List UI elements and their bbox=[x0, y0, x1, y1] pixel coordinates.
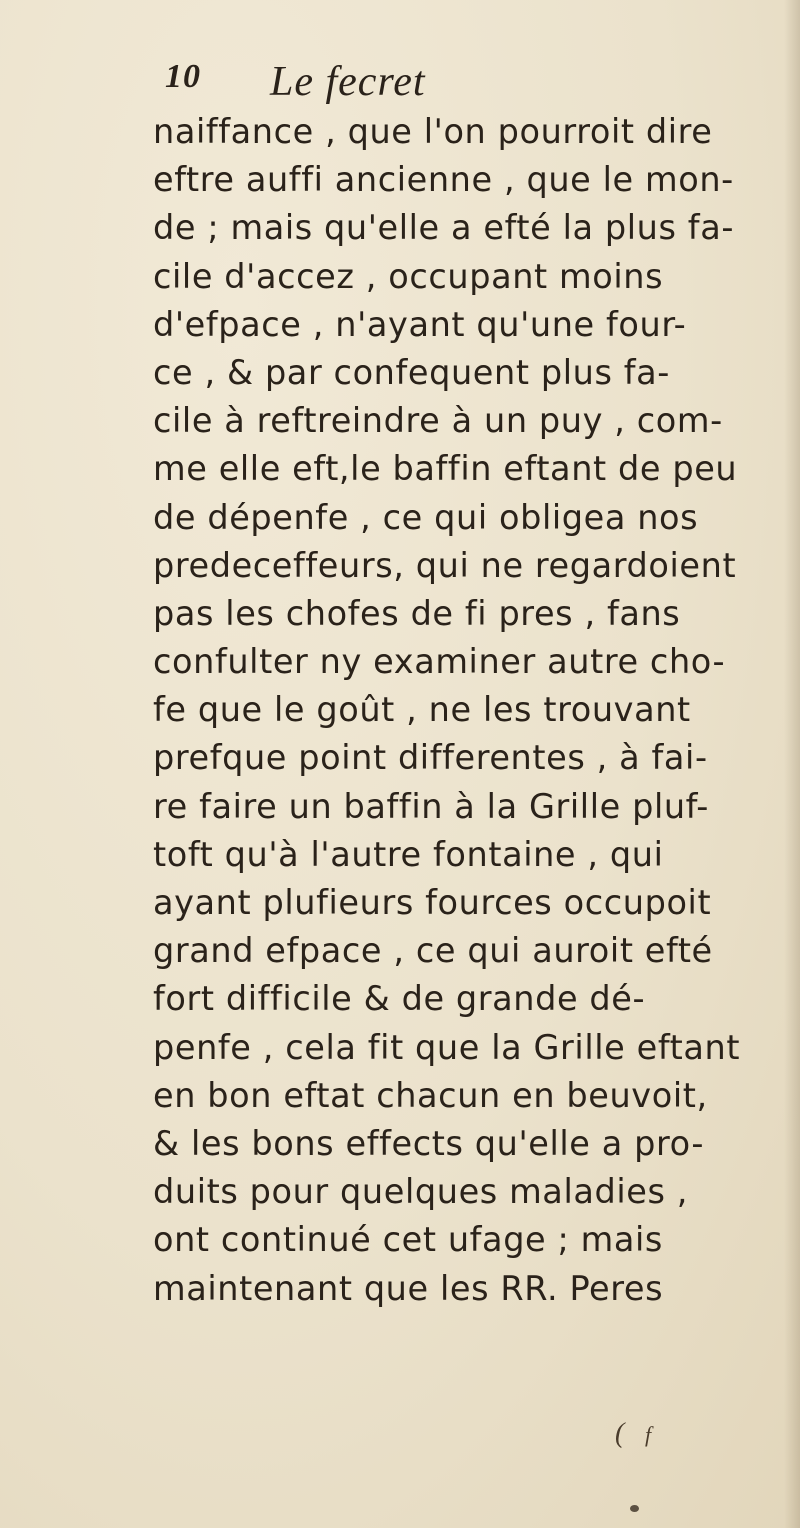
text-line: ce , & par confequent plus fa- bbox=[153, 352, 670, 392]
text-line: re faire un baffin à la Grille pluf- bbox=[153, 786, 709, 826]
text-line: prefque point differentes , à fai- bbox=[153, 738, 708, 778]
text-line: cile d'accez , occupant moins bbox=[153, 256, 664, 296]
text-line: d'efpace , n'ayant qu'une four- bbox=[153, 304, 687, 344]
text-line: de ; mais qu'elle a efté la plus fa- bbox=[153, 208, 735, 248]
text-line: ont continué cet ufage ; mais bbox=[153, 1220, 663, 1260]
text-line: de dépenfe , ce qui obligea nos bbox=[153, 497, 699, 537]
ink-spot bbox=[630, 1505, 639, 1512]
text-line: fort difficile & de grande dé- bbox=[153, 979, 646, 1019]
text-line: eftre auffi ancienne , que le mon- bbox=[153, 160, 734, 200]
text-line: predeceffeurs, qui ne regardoient bbox=[153, 545, 737, 585]
text-line: grand efpace , ce qui auroit efté bbox=[153, 931, 713, 971]
text-line: en bon eftat chacun en beuvoit, bbox=[153, 1075, 708, 1115]
text-line: cile à reftreindre à un puy , com- bbox=[153, 401, 723, 441]
text-line: me elle eft,le baffin eftant de peu bbox=[153, 449, 738, 489]
text-line: naiffance , que l'on pourroit dire bbox=[153, 112, 713, 151]
footer-mark: f bbox=[645, 1422, 652, 1447]
page-header bbox=[165, 58, 645, 106]
text-line: toft qu'à l'autre fontaine , qui bbox=[153, 834, 664, 874]
text-line: ayant plufieurs fources occupoit bbox=[153, 883, 712, 922]
text-line: pas les chofes de fi pres , fans bbox=[153, 593, 681, 633]
text-line: maintenant que les RR. Peres bbox=[153, 1268, 664, 1308]
text-line: penfe , cela fit que la Grille eftant bbox=[153, 1027, 741, 1067]
footer-marks bbox=[615, 1418, 675, 1518]
text-line: fe que le goût , ne les trouvant bbox=[153, 690, 691, 730]
text-line: duits pour quelques maladies , bbox=[153, 1172, 689, 1212]
text-line: confulter ny examiner autre cho- bbox=[153, 642, 726, 682]
body-text bbox=[153, 108, 793, 1313]
page-number: 10 bbox=[165, 58, 201, 95]
footer-mark: ( bbox=[615, 1418, 625, 1449]
text-line: & les bons effects qu'elle a pro- bbox=[153, 1123, 705, 1163]
running-head: Le fecret bbox=[270, 59, 426, 105]
